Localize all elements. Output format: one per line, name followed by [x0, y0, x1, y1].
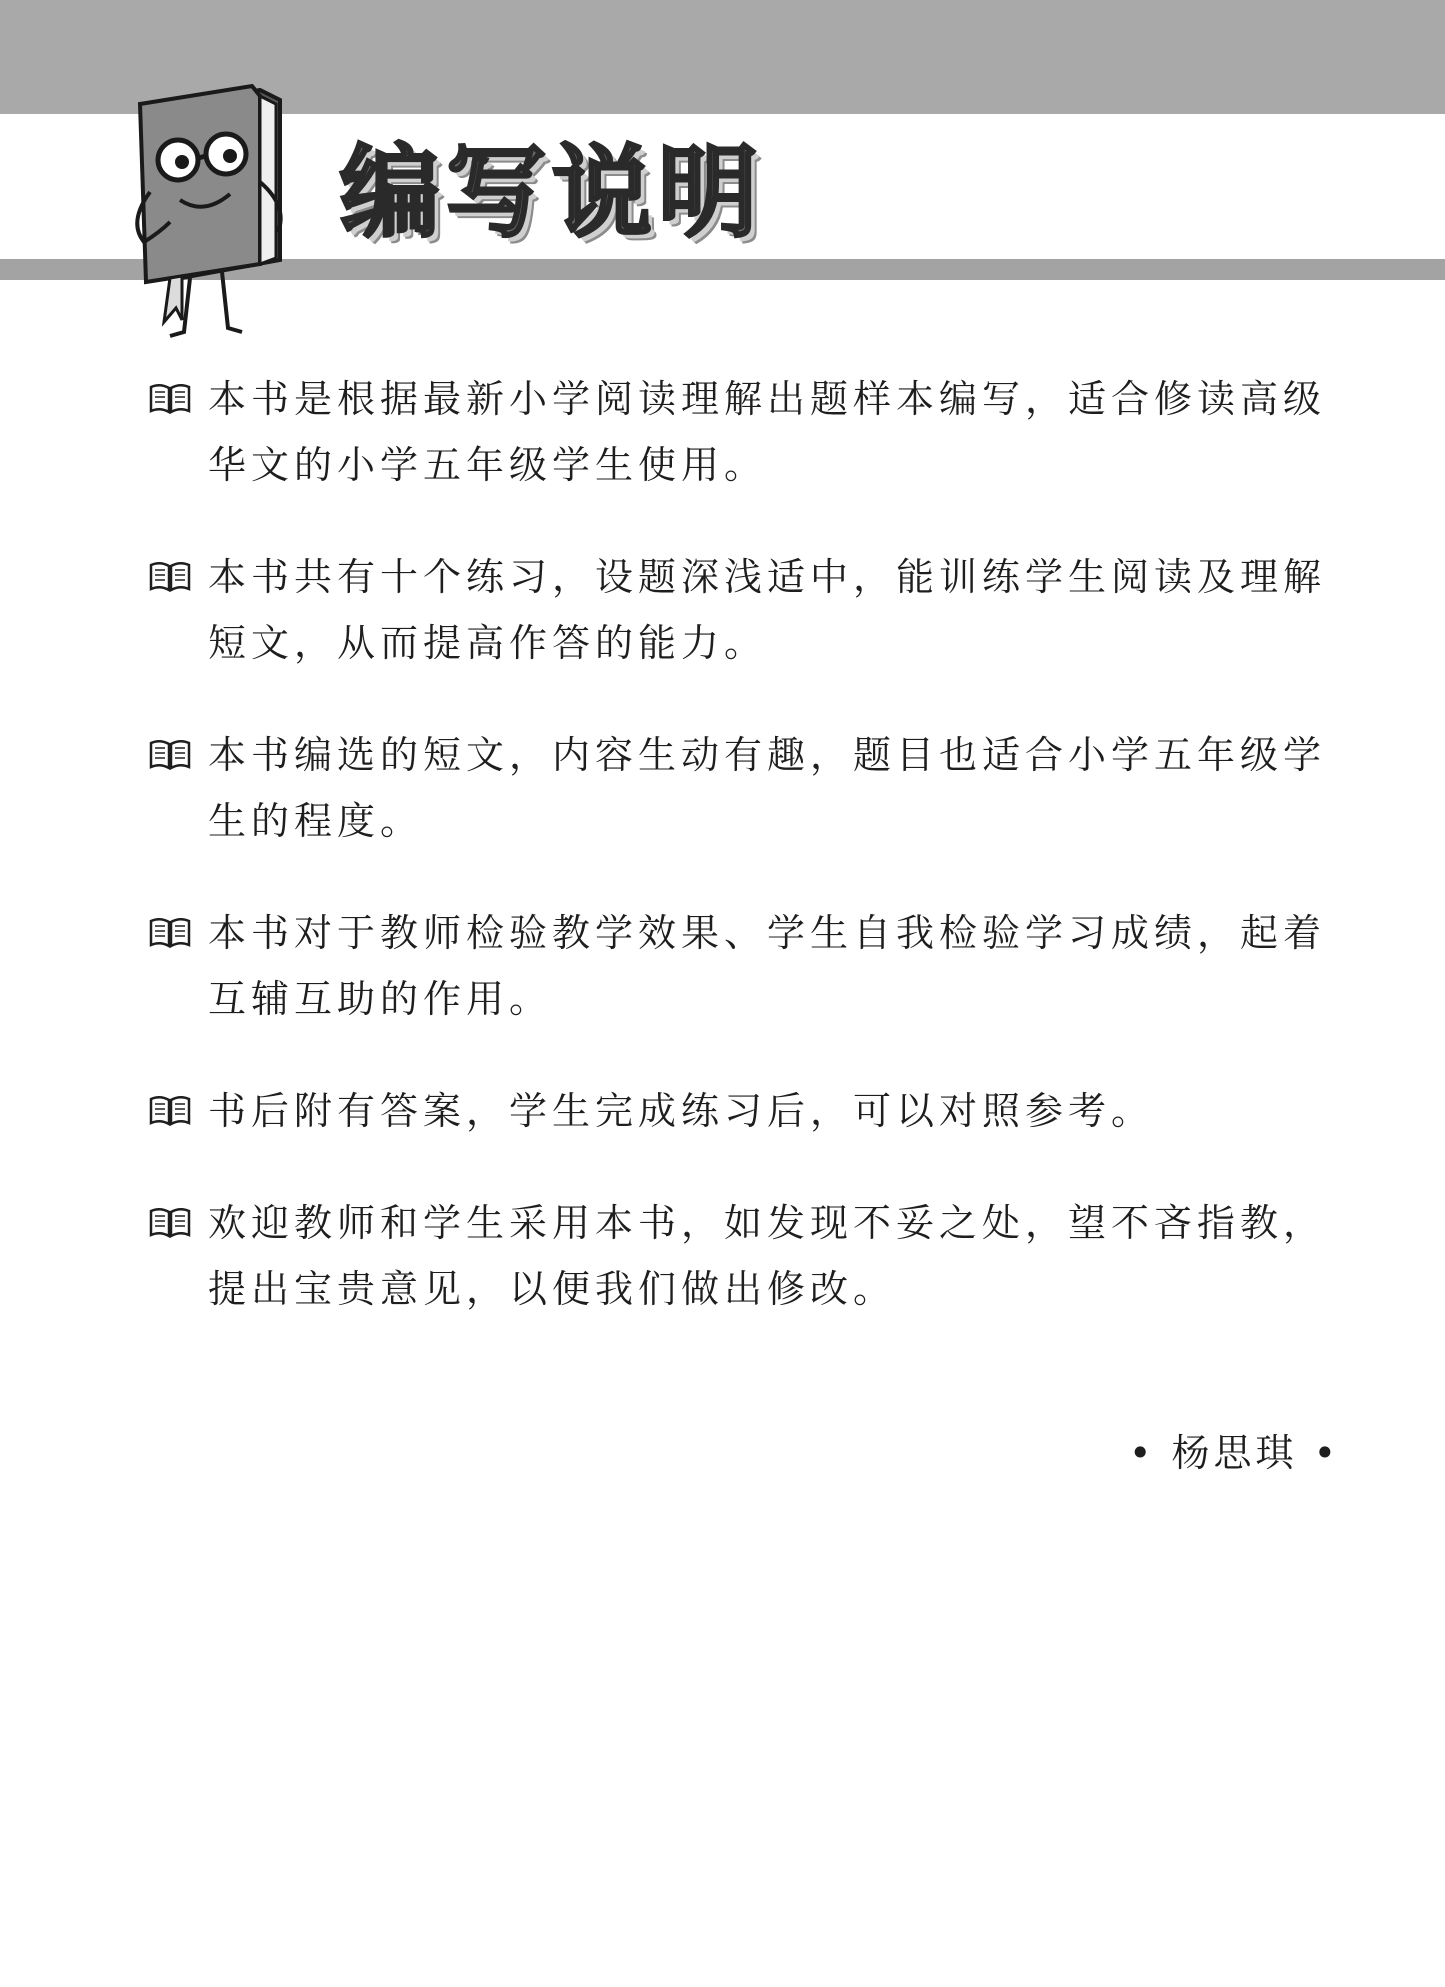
note-text: 欢迎教师和学生采用本书，如发现不妥之处，望不吝指教，提出宝贵意见，以便我们做出修改。 — [208, 1201, 1327, 1311]
note-text: 本书是根据最新小学阅读理解出题样本编写，适合修读高级华文的小学五年级学生使用。 — [208, 377, 1327, 487]
note-text: 本书对于教师检验教学效果、学生自我检验学习成绩，起着互辅互助的作用。 — [208, 911, 1327, 1021]
list-item — [148, 544, 1363, 676]
list-item — [148, 722, 1363, 854]
list-item — [148, 1078, 1363, 1144]
note-text: 本书编选的短文，内容生动有趣，题目也适合小学五年级学生的程度。 — [208, 733, 1327, 843]
open-book-icon — [148, 560, 192, 594]
book-mascot-icon — [130, 82, 300, 342]
open-book-icon — [148, 916, 192, 950]
list-item — [148, 366, 1363, 498]
list-item — [148, 1190, 1363, 1322]
open-book-icon — [148, 382, 192, 416]
open-book-icon — [148, 738, 192, 772]
page-title: 编写说明 — [340, 134, 764, 251]
author-signature: • 杨思琪 • — [1129, 1431, 1340, 1475]
note-text: 本书共有十个练习，设题深浅适中，能训练学生阅读及理解短文，从而提高作答的能力。 — [208, 555, 1327, 665]
list-item — [148, 900, 1363, 1032]
notes-list — [148, 366, 1363, 1368]
note-text: 书后附有答案，学生完成练习后，可以对照参考。 — [208, 1089, 1155, 1133]
open-book-icon — [148, 1094, 192, 1128]
open-book-icon — [148, 1206, 192, 1240]
